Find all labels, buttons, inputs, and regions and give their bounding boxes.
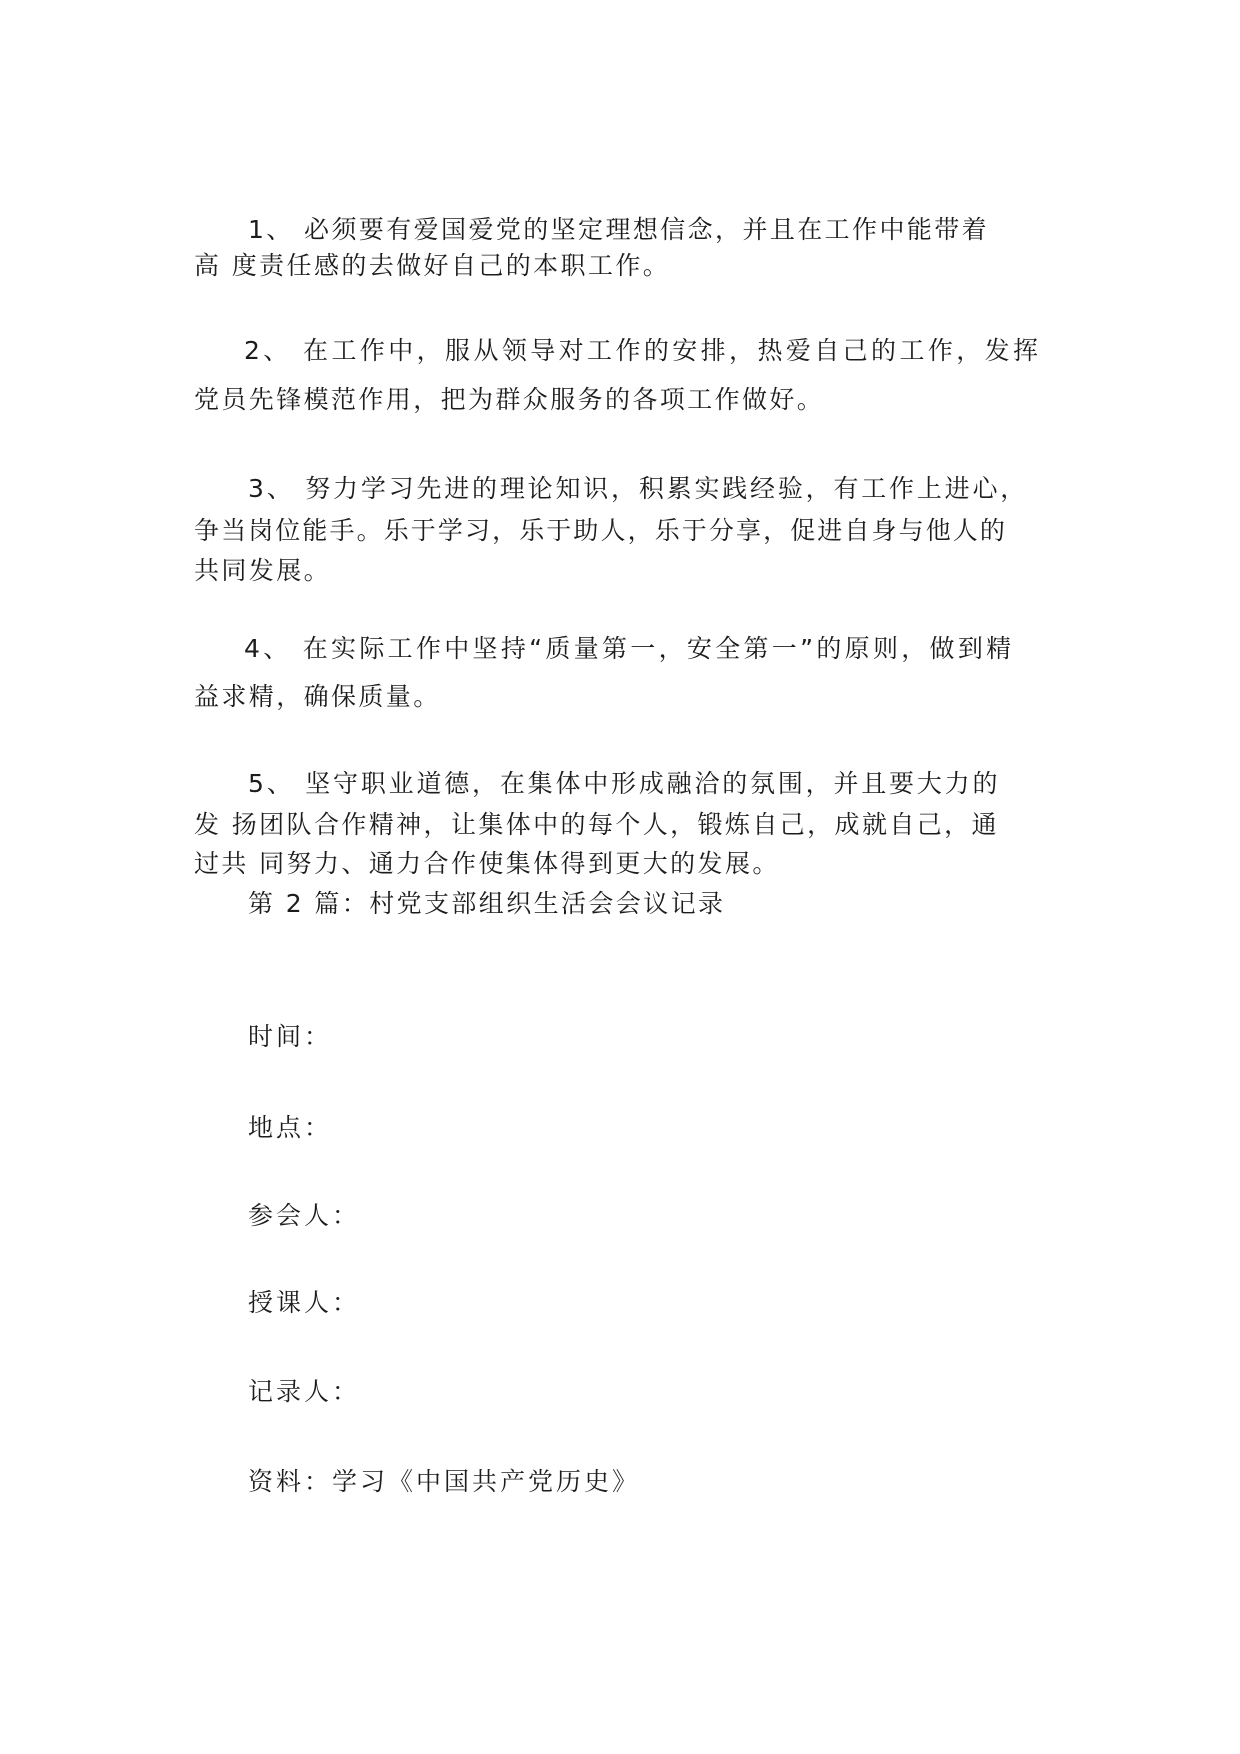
list-item-3-line-1: 3、 努力学习先进的理论知识，积累实践经验，有工作上进心， — [248, 474, 1029, 503]
list-item-2-line-2: 党员先锋模范作用，把为群众服务的各项工作做好。 — [194, 385, 825, 414]
meeting-field-location: 地点： — [248, 1113, 333, 1142]
list-item-3-line-2: 争当岗位能手。乐于学习，乐于助人，乐于分享，促进自身与他人的 — [194, 516, 1008, 545]
list-item-5-line-3: 过共 同努力、通力合作使集体得到更大的发展。 — [194, 849, 780, 878]
list-item-3-line-3: 共同发展。 — [194, 556, 332, 585]
list-item-2-line-1: 2、 在工作中，服从领导对工作的安排，热爱自己的工作，发挥 — [244, 336, 1042, 365]
meeting-field-materials: 资料：学习《中国共产党历史》 — [248, 1467, 641, 1496]
list-item-1-line-2: 高 度责任感的去做好自己的本职工作。 — [194, 251, 671, 280]
meeting-field-time: 时间： — [248, 1022, 333, 1051]
meeting-field-attendees: 参会人： — [248, 1201, 361, 1230]
meeting-field-recorder: 记录人： — [248, 1377, 361, 1406]
list-item-4-line-1: 4、 在实际工作中坚持“质量第一，安全第一”的原则，做到精 — [244, 634, 1015, 663]
list-item-1-line-1: 1、 必须要有爱国爱党的坚定理想信念，并且在工作中能带着 — [248, 215, 990, 244]
list-item-5-line-2: 发 扬团队合作精神，让集体中的每个人，锻炼自己，成就自己，通 — [194, 810, 999, 839]
list-item-4-line-2: 益求精，确保质量。 — [194, 682, 441, 711]
list-item-5-line-1: 5、 坚守职业道德，在集体中形成融洽的氛围，并且要大力的 — [248, 769, 1001, 798]
section-title: 第 2 篇：村党支部组织生活会会议记录 — [248, 889, 726, 918]
meeting-field-lecturer: 授课人： — [248, 1288, 361, 1317]
